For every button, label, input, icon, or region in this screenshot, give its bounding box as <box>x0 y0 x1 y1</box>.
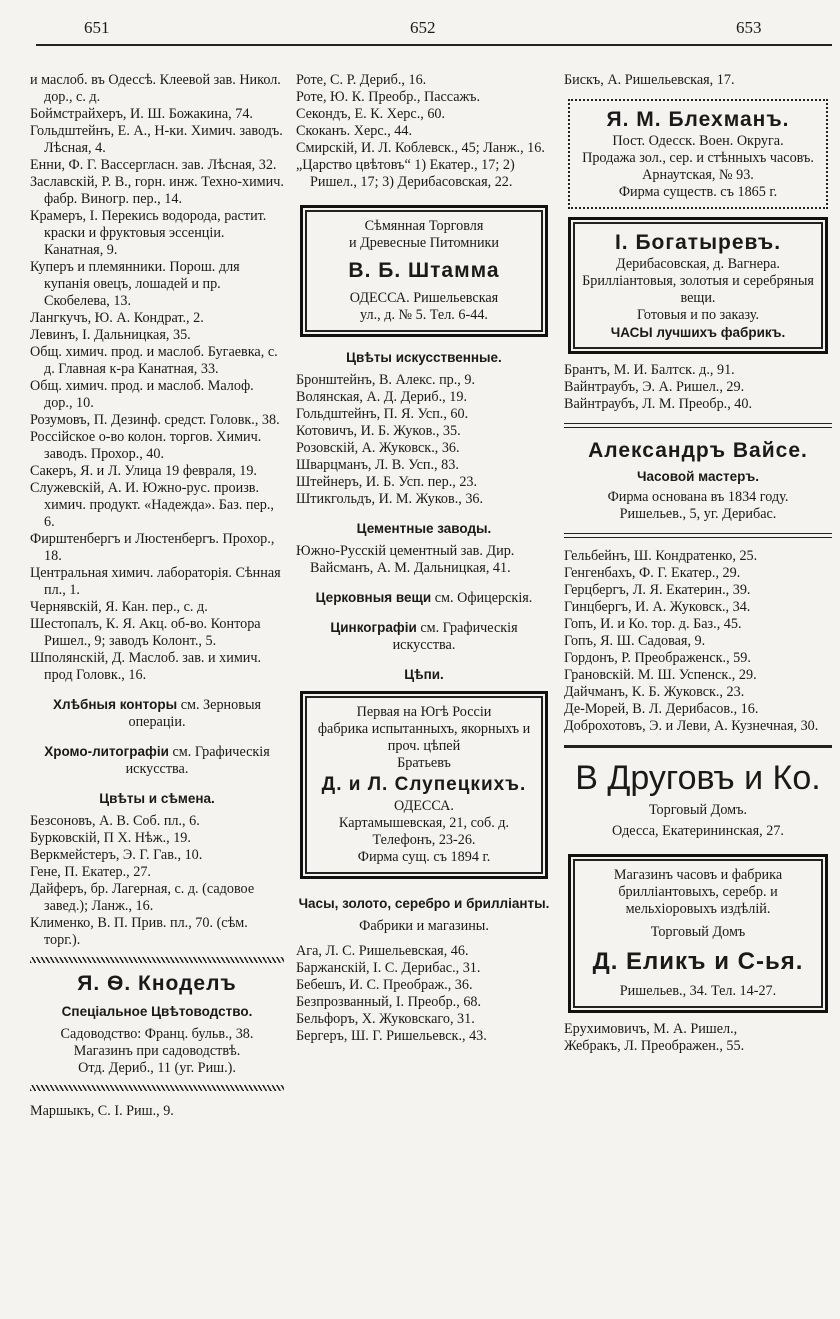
ad-line: Одесса, Екатерининская, 27. <box>612 823 784 839</box>
directory-entry: Гене, П. Екатер., 27. <box>30 864 151 880</box>
advertisement-box <box>568 99 828 209</box>
directory-entry: Скоканъ. Херс., 44. <box>296 123 413 139</box>
ad-line: Телефонъ, 23-26. <box>372 832 476 848</box>
advertisement-box <box>568 217 828 354</box>
directory-entry: Штикгольдъ, И. М. Жуков., 36. <box>296 491 484 507</box>
ad-line: Продажа зол., сер. и стѣнныхъ часовъ. <box>582 150 814 166</box>
entry-list <box>30 72 284 684</box>
directory-entry: Волянская, А. Д. Дериб., 19. <box>296 389 467 405</box>
ad-line: Отд. Дериб., 11 (уг. Риш.). <box>78 1060 236 1076</box>
ad-line: Пост. Одесск. Воен. Округа. <box>612 133 784 149</box>
entry: Южно-Русскій цементный зав. Дир. Вайсманъ, А. М. Дальницкая, 41. <box>296 543 515 576</box>
entry-list <box>564 362 832 413</box>
double-rule <box>564 423 832 428</box>
ad-line: Дерибасовская, д. Вагнера. <box>616 256 780 272</box>
directory-entry: Чернявскій, Я. Кан. пер., с. д. <box>30 599 208 615</box>
ad-line: Ришельев., 34. Тел. 14-27. <box>619 983 777 999</box>
section-heading: Цвѣты и сѣмена. <box>99 791 215 806</box>
directory-entry: Гольдштейнъ, Е. А., Н-ки. Химич. заводъ. Лѣсная, 4. <box>30 123 283 156</box>
ad-firm-name: Я. Ѳ. Кноделъ <box>77 972 237 995</box>
directory-entry: Штейнеръ, И. Б. Усп. пер., 23. <box>296 474 478 490</box>
double-rule <box>564 533 832 538</box>
directory-entry: Веркмейстеръ, Э. Г. Гав., 10. <box>30 847 203 863</box>
ornamental-rule <box>30 1085 284 1091</box>
directory-entry: Сакеръ, Я. и Л. Улица 19 февраля, 19. <box>30 463 257 479</box>
ad-firm-name: Д. Еликъ и С-ья. <box>592 948 804 975</box>
entry-list <box>296 943 552 1045</box>
directory-entry: Генгенбахъ, Ф. Г. Екатер., 29. <box>564 565 741 581</box>
directory-entry: Клименко, В. П. Прив. пл., 70. (сѣм. торг.). <box>30 915 248 948</box>
directory-entry: Служевскій, А. И. Южно-рус. произв. химич. продукт. «Надежда». Баз. пер., 6. <box>30 480 274 530</box>
section-heading: Цѣпи. <box>404 667 444 682</box>
directory-entry: „Царство цвѣтовъ“ 1) Екатер., 17; 2) Ришел., 17; 3) Дерибасовская, 22. <box>296 157 515 190</box>
directory-entry: Россійское о-во колон. торгов. Химич. заводъ. Прохор., 40. <box>30 429 262 462</box>
ad-line: Садоводство: Франц. бульв., 38. <box>60 1026 254 1042</box>
directory-entry: Боймстрайхеръ, И. Ш. Божакина, 74. <box>30 106 253 122</box>
section-heading: Цементные заводы. <box>356 521 492 536</box>
ad-firm-name: Александръ Вайсе. <box>588 439 808 462</box>
directory-entry: Лангкучъ, Ю. А. Кондрат., 2. <box>30 310 204 326</box>
directory-entry: Гордонъ, Р. Преображенск., 59. <box>564 650 751 666</box>
directory-entry: Вайнтраубъ, Л. М. Преобр., 40. <box>564 396 753 412</box>
ad-line: Сѣмянная Торговля <box>364 218 484 234</box>
ad-firm-name: В. Б. Штамма <box>348 259 500 282</box>
section-subheading: Фабрики и магазины. <box>359 918 489 934</box>
ad-line: Фирма существ. съ 1865 г. <box>618 184 778 200</box>
cross-reference: Цинкографіи см. Графическія искусства. <box>330 620 518 653</box>
ad-line: ул., д. № 5. Тел. 6-44. <box>360 307 488 323</box>
directory-entry: Брантъ, М. И. Балтск. д., 91. <box>564 362 735 378</box>
directory-entry: Герцбергъ, Л. Я. Екатерин., 39. <box>564 582 751 598</box>
directory-entry: Крамеръ, І. Перекись водорода, растит. краски и фруктовыя эссенціи. Канатная, 9. <box>30 208 267 258</box>
ad-line: Брилліантовыя, золотыя и серебряныя вещи. <box>582 273 814 306</box>
advertisement-box <box>568 854 828 1013</box>
advertisement <box>30 971 284 1077</box>
directory-entry: Центральная химич. лабораторія. Сѣнная пл., 1. <box>30 565 281 598</box>
ad-firm-name: Я. М. Блехманъ. <box>606 108 790 131</box>
entry-list <box>30 813 284 949</box>
directory-entry: Де-Морей, В. Л. Дерибасов., 16. <box>564 701 759 717</box>
page-number-center: 652 <box>410 18 436 37</box>
directory-entry: Вайнтраубъ, Э. А. Ришел., 29. <box>564 379 745 395</box>
page-number-right: 653 <box>736 18 762 37</box>
directory-entry: Левинъ, І. Дальницкая, 35. <box>30 327 191 343</box>
cross-reference: Церковныя вещи см. Офицерскія. <box>315 590 533 606</box>
entry-list <box>564 1021 832 1055</box>
directory-entry: Котовичъ, И. Б. Жуков., 35. <box>296 423 461 439</box>
directory-entry: Безпрозванный, І. Преобр., 68. <box>296 994 482 1010</box>
directory-entry: Роте, С. Р. Дериб., 16. <box>296 72 427 88</box>
directory-entry: Жебракъ, Л. Преображен., 55. <box>564 1038 745 1054</box>
directory-entry: Роте, Ю. К. Преобр., Пассажъ. <box>296 89 481 105</box>
directory-entry: Общ. химич. прод. и маслоб. Бугаевка, с. д. Главная к-ра Канатная, 33. <box>30 344 278 377</box>
page-number-left: 651 <box>84 18 110 37</box>
entry-list <box>564 548 832 735</box>
ad-line: Фирма основана въ 1834 году. <box>607 489 789 505</box>
ad-line: ЧАСЫ лучшихъ фабрикъ. <box>610 325 786 340</box>
directory-entry: Грановскій. М. Ш. Успенск., 29. <box>564 667 757 683</box>
ad-firm-name: В Друговъ и Ко. <box>575 759 821 797</box>
directory-entry: Куперъ и племянники. Порош. для купанія овецъ, лошадей и пр. Скобелева, 13. <box>30 259 240 309</box>
directory-entry: Шестопалъ, К. Я. Акц. об-во. Контора Ришел., 9; заводъ Колонт., 5. <box>30 616 261 649</box>
directory-entry: Смирскій, И. Л. Коблевск., 45; Ланж., 16. <box>296 140 545 156</box>
directory-entry: Гопъ, Я. Ш. Садовая, 9. <box>564 633 706 649</box>
directory-entry: Бронштейнъ, В. Алекс. пр., 9. <box>296 372 476 388</box>
directory-entry: Секондъ, Е. К. Херс., 60. <box>296 106 446 122</box>
directory-entry: Гинцбергъ, И. А. Жуковск., 34. <box>564 599 751 615</box>
directory-entry: Гельбейнъ, Ш. Кондратенко, 25. <box>564 548 758 564</box>
directory-entry: Безсоновъ, А. В. Соб. пл., 6. <box>30 813 200 829</box>
ad-line: Магазинъ при садоводствѣ. <box>73 1043 241 1059</box>
advertisement-box <box>300 205 548 337</box>
directory-entry: Общ. химич. прод. и маслоб. Малоф. дор., 10. <box>30 378 254 411</box>
cross-reference: Хромо-литографіи см. Графическія искусства. <box>44 744 270 777</box>
ad-line: Картамышевская, 21, соб. д. <box>338 815 510 831</box>
directory-entry: Шполянскій, Д. Маслоб. зав. и химич. прод Головк., 16. <box>30 650 262 683</box>
section-heading: Часы, золото, серебро и брилліанты. <box>298 896 550 911</box>
ad-line: Первая на Югѣ Россіи <box>356 704 492 720</box>
ad-line: Готовыя и по заказу. <box>636 307 760 323</box>
directory-entry: Розовскій, А. Жуковск., 36. <box>296 440 460 456</box>
directory-entry: Бурковскій, П Х. Нѣж., 19. <box>30 830 191 846</box>
ad-firm-name: Д. и Л. Слупецкихъ. <box>321 774 527 795</box>
thick-rule <box>564 745 832 748</box>
entry: Бискъ, А. Ришельевская, 17. <box>564 72 735 88</box>
ad-line: Фирма сущ. съ 1894 г. <box>357 849 491 865</box>
directory-entry: Ага, Л. С. Ришельевская, 46. <box>296 943 469 959</box>
directory-entry: Гопъ, И. и Ко. тор. д. Баз., 45. <box>564 616 742 632</box>
directory-entry: Ерухимовичъ, М. А. Ришел., <box>564 1021 738 1037</box>
directory-entry: Дайчманъ, К. Б. Жуковск., 23. <box>564 684 745 700</box>
advertisement <box>564 438 832 523</box>
ad-line: Торговый Домъ. <box>648 802 748 818</box>
entry-list <box>296 72 552 191</box>
ad-subtitle: Спеціальное Цвѣтоводство. <box>61 1004 253 1019</box>
directory-entry: Гольдштейнъ, П. Я. Усп., 60. <box>296 406 469 422</box>
entry: Маршыкъ, С. І. Риш., 9. <box>30 1103 174 1119</box>
column-3 <box>564 72 832 1055</box>
directory-entry: и маслоб. въ Одессѣ. Клеевой зав. Никол. дор., с. д. <box>30 72 281 105</box>
ad-firm-name: І. Богатыревъ. <box>614 231 782 254</box>
ad-line: и Древесные Питомники <box>348 235 500 251</box>
section-heading: Цвѣты искусственные. <box>346 350 502 365</box>
ad-line: Ришельев., 5, уг. Дерибас. <box>619 506 777 522</box>
ad-subtitle: Часовой мастеръ. <box>637 469 759 484</box>
directory-entry: Розумовъ, П. Дезинф. средст. Головк., 38. <box>30 412 280 428</box>
advertisement <box>564 758 832 840</box>
cross-reference: Хлѣбныя конторы см. Зерновыя операціи. <box>52 697 261 730</box>
ad-line: фабрика испытанныхъ, якорныхъ и проч. цѣпей <box>317 721 531 754</box>
header-rule <box>36 44 832 46</box>
ornamental-rule <box>30 957 284 963</box>
directory-entry: Дайферъ, бр. Лагерная, с. д. (садовое завед.); Ланж., 16. <box>30 881 255 914</box>
directory-entry: Бергеръ, Ш. Г. Ришельевск., 43. <box>296 1028 487 1044</box>
directory-entry: Бельфоръ, Х. Жуковскаго, 31. <box>296 1011 475 1027</box>
ad-line: Торговый Домъ <box>650 924 746 940</box>
directory-entry: Заславскій, Р. В., горн. инж. Техно-химич. фабр. Виногр. пер., 14. <box>30 174 284 207</box>
ad-line: Арнаутская, № 93. <box>642 167 754 183</box>
directory-entry: Шварцманъ, Л. В. Усп., 83. <box>296 457 459 473</box>
directory-entry: Фирштенбергъ и Люстенбергъ. Прохор., 18. <box>30 531 275 564</box>
ad-line: Магазинъ часовъ и фабрика брилліантовыхъ, серебр. и мельхіоровыхъ издѣлій. <box>613 867 783 917</box>
directory-entry: Бебешъ, И. С. Преображ., 36. <box>296 977 473 993</box>
column-1 <box>30 72 284 1120</box>
ad-line: ОДЕССА. <box>394 798 454 814</box>
ad-line: ОДЕССА. Ришельевская <box>349 290 499 306</box>
directory-entry: Доброхотовъ, Э. и Леви, А. Кузнечная, 30. <box>564 718 819 734</box>
advertisement-box <box>300 691 548 879</box>
column-2 <box>296 72 552 1045</box>
directory-entry: Баржанскій, І. С. Дерибас., 31. <box>296 960 481 976</box>
entry-list <box>296 372 552 508</box>
ad-line: Братьевъ <box>397 755 451 771</box>
directory-entry: Енни, Ф. Г. Вассергласн. зав. Лѣсная, 32. <box>30 157 277 173</box>
